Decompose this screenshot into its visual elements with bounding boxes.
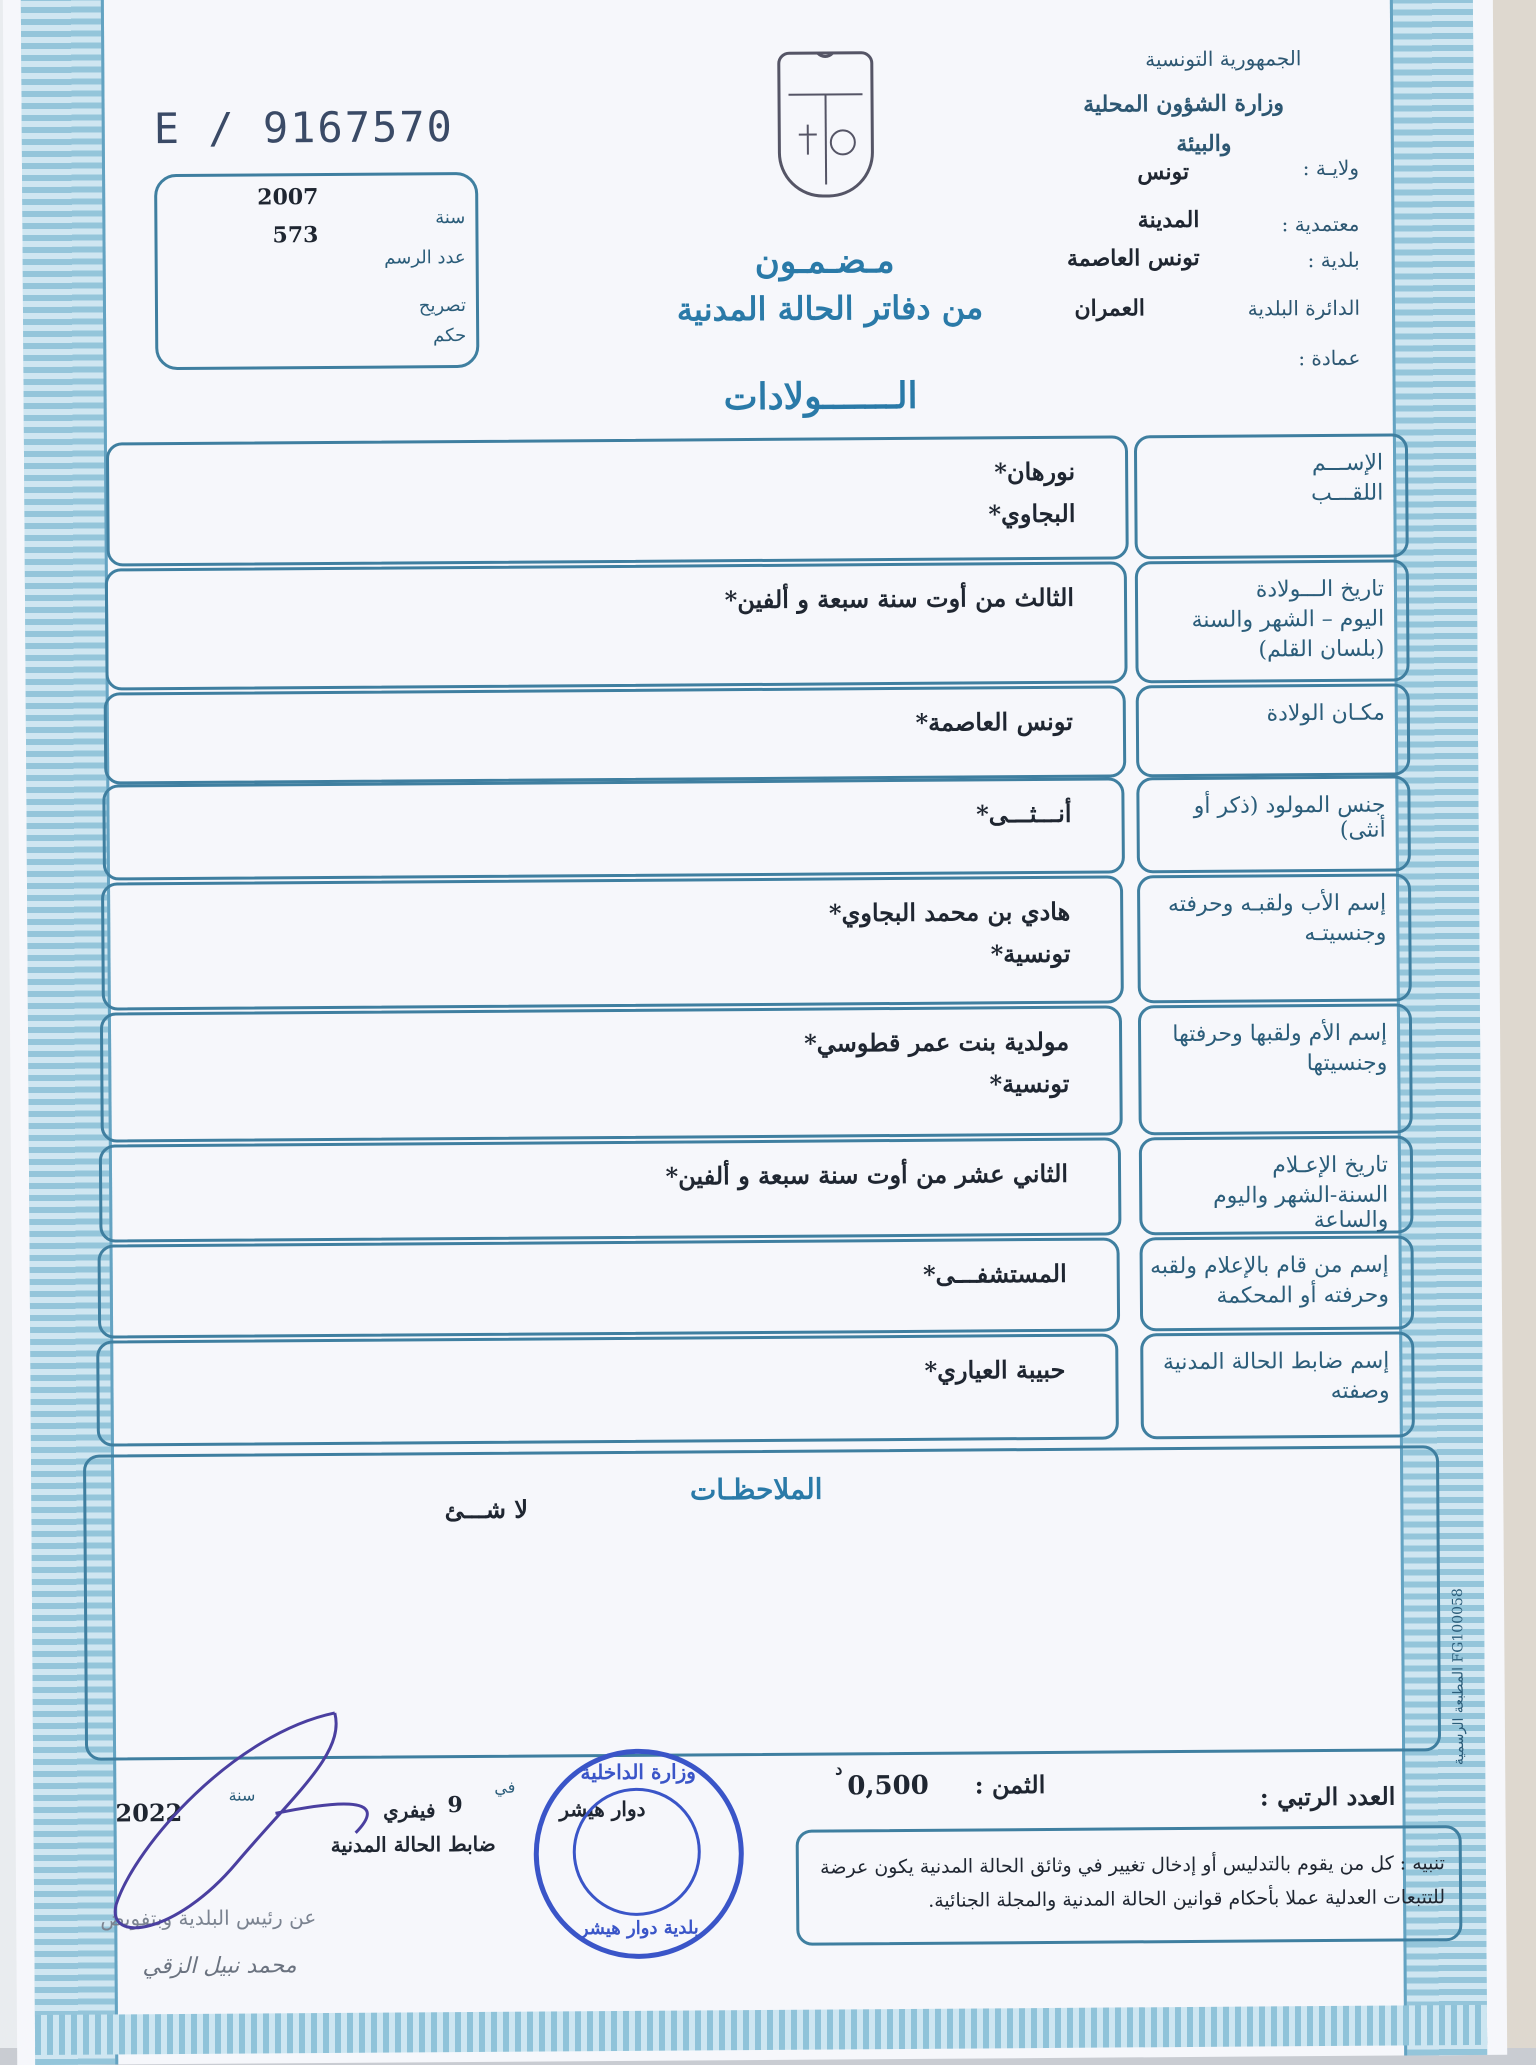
ministry-name-line2: والبيئة [1176, 130, 1232, 158]
document-title-line1: مـضـمـون [754, 241, 895, 282]
row-value-box [105, 561, 1128, 690]
issue-month: فيفري [382, 1798, 436, 1823]
serial-number: E / 9167570 [153, 102, 455, 154]
stamp-top-text: وزارة الداخلية [580, 1759, 696, 1785]
stamp-bottom-text: بلدية دوار هيشر [579, 1917, 699, 1940]
baladia-label: بلدية : [1307, 247, 1360, 273]
row-label: تاريخ الـــولادة [1255, 576, 1385, 603]
row-label-box [1134, 433, 1409, 559]
row-label: إسم ضابط الحالة المدنية [1162, 1348, 1390, 1376]
motamadia-label: معتمدية : [1281, 211, 1360, 237]
row-label: تاريخ الإعـلام [1272, 1152, 1389, 1179]
issue-year-value: 2022 [115, 1798, 183, 1828]
republic-name: الجمهورية التونسية [1145, 46, 1302, 72]
row-value-box [106, 435, 1129, 566]
birth-certificate-document [3, 0, 1507, 2065]
row-label-secondary: (بلسان القلم) [1258, 636, 1385, 663]
price-label: الثمن : [974, 1769, 1046, 1800]
stamp-inner-ring [572, 1787, 701, 1916]
ministry-name: وزارة الشؤون المحلية [1083, 90, 1285, 118]
omada-label: عمادة : [1298, 345, 1361, 371]
issue-in-label: في [494, 1777, 516, 1797]
remarks-title: الملاحظـات [689, 1472, 823, 1507]
row-label-secondary: وحرفته أو المحكمة [1216, 1282, 1389, 1309]
official-stamp [533, 1748, 744, 1959]
row-label-box [1137, 873, 1412, 1003]
remarks-value: لا شـــئ [444, 1494, 529, 1525]
document-title-line2: من دفاتر الحالة المدنية [676, 288, 984, 329]
row-label-box [1136, 683, 1411, 777]
price-unit: د [835, 1759, 843, 1779]
row-value-box [99, 1137, 1122, 1242]
row-label-box [1139, 1135, 1414, 1235]
row-label-box [1136, 775, 1411, 873]
motamadia-value: المدينة [1137, 206, 1200, 234]
row-value-box [96, 1333, 1119, 1446]
row-value-box [98, 1237, 1121, 1338]
row-value: مولدية بنت عمر قطوسي* [804, 1026, 1070, 1058]
on-behalf-of-mayor: عن رئيس البلدية وبتفويض [100, 1905, 317, 1931]
row-value: نورهان* [994, 456, 1076, 487]
baladia-value: تونس العاصمة [1066, 244, 1200, 272]
row-label-box [1138, 1003, 1413, 1135]
section-title-births: الـــــــولادات [723, 374, 918, 419]
wilaya-value: تونس [1137, 158, 1190, 186]
row-value-box [102, 777, 1125, 880]
row-value: هادي بن محمد البجاوي* [828, 896, 1071, 928]
signatory-name: محمد نبيل الزقي [142, 1953, 297, 1980]
register-number-label: عدد الرسم [384, 247, 466, 269]
row-value-box [101, 875, 1124, 1010]
coat-of-arms-icon [780, 54, 871, 195]
row-value-box [100, 1005, 1123, 1142]
price-value: 0,500 [847, 1770, 929, 1802]
row-value: أنـــثـــى* [976, 798, 1072, 829]
register-year-value: 2007 [257, 184, 319, 211]
register-judgment-label: حكم [433, 324, 467, 347]
row-value: المستشفـــى* [922, 1258, 1067, 1289]
row-value: الثالث من أوت سنة سبعة و ألفين* [724, 582, 1075, 615]
row-label: إسم الأب ولقبـه وحرفته [1167, 890, 1387, 918]
row-label-secondary: السنة-الشهر واليوم والساعة [1213, 1182, 1389, 1234]
row-label-secondary: وجنسيتها [1306, 1050, 1388, 1077]
issue-day: 9 [447, 1792, 463, 1819]
issue-place: دوار هيشر [559, 1796, 646, 1822]
row-value: الثاني عشر من أوت سنة سبعة و ألفين* [665, 1158, 1069, 1191]
row-value-secondary: تونسية* [990, 938, 1071, 969]
register-box [154, 172, 479, 370]
coat-of-arms-emblem [777, 51, 874, 198]
row-label-box [1135, 559, 1410, 683]
row-value-secondary: البجاوي* [988, 498, 1076, 529]
row-label: مكـان الولادة [1266, 700, 1385, 727]
daira-value: العمران [1074, 295, 1146, 322]
row-value: حبيبة العياري* [924, 1354, 1066, 1385]
form-code: المطبعة الرسمية FG100058 [1449, 1588, 1468, 1766]
handwritten-signature [95, 1692, 417, 1954]
row-label: إسم الأم ولقبها وحرفتها [1172, 1020, 1388, 1048]
row-label: جنس المولود (ذكر أو أنثى) [1193, 792, 1386, 843]
row-label-secondary: وصفته [1330, 1378, 1390, 1404]
officer-title: ضابط الحالة المدنية [330, 1831, 496, 1857]
row-label: الإســـم [1311, 450, 1384, 477]
row-label-secondary: اللقـــب [1311, 480, 1384, 507]
register-number-value: 573 [272, 222, 319, 249]
row-value-box [104, 685, 1127, 784]
issue-year-label: سنة [228, 1785, 256, 1805]
row-label-box [1140, 1331, 1415, 1439]
legal-notice-box [796, 1825, 1463, 1946]
row-label-secondary: وجنسيتـه [1304, 920, 1387, 947]
legal-notice-text: تنبيه : كل من يقوم بالتدليس أو إدخال تغيير في وثائق الحالة المدنية يكون عرضة للتتبعات العدلية عملا بأحكام قوانين الحالة المدنية والمجلة الجنائية. [820, 1852, 1446, 1912]
row-label: إسم من قام بالإعلام ولقبه [1149, 1252, 1389, 1280]
row-value: تونس العاصمة* [915, 706, 1073, 737]
row-label-box [1139, 1235, 1414, 1331]
serial-number-label: العدد الرتبي : [1259, 1781, 1396, 1812]
register-declaration-label: تصريح [418, 295, 467, 317]
register-year-label: سنة [435, 207, 466, 229]
daira-label: الدائرة البلدية [1247, 295, 1361, 321]
row-label-secondary: اليوم – الشهر والسنة [1191, 606, 1385, 633]
row-value-secondary: تونسية* [989, 1068, 1070, 1099]
wilaya-label: ولايـة : [1302, 155, 1360, 181]
